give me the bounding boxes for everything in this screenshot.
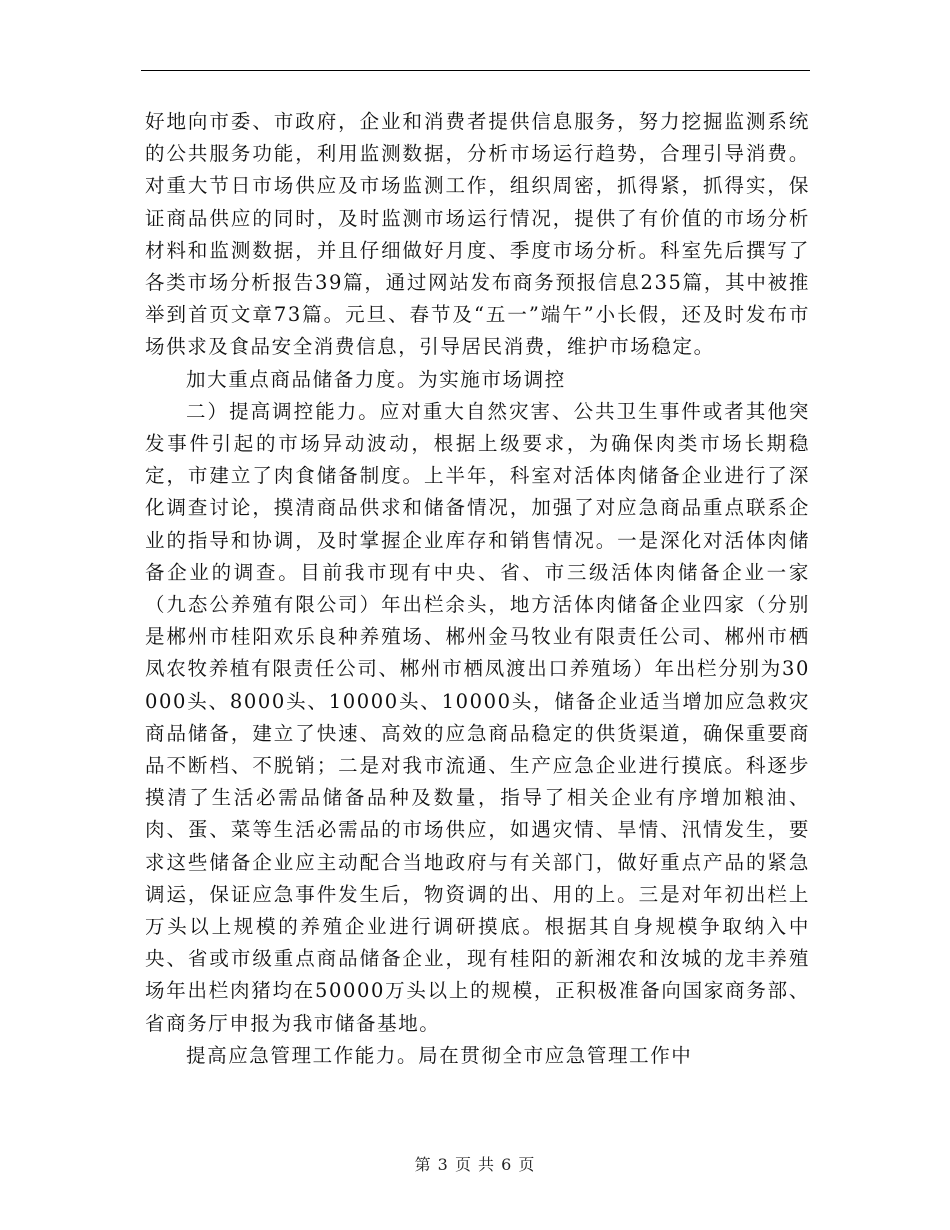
document-body [145, 106, 810, 1072]
paragraph-4: 提高应急管理工作能力。局在贯彻全市应急管理工作中 [186, 1043, 693, 1067]
paragraph-1: 好地向市委、市政府，企业和消费者提供信息服务，努力挖掘监测系统的公共服务功能，利用监测数据，分析市场运行趋势，合理引导消费。对重大节日市场供应及市场监测工作，组织周密，抓得紧，抓得实，保证商品供应的同时，及时监测市场运行情况，提供了有价值的市场分析材料和监测数据，并且仔细做好月度、季度市场分析。科室先后撰写了各类市场分析报告39篇，通过网站发布商务预报信息235篇，其中被推举到首页文章73篇。元旦、春节及“五一”端午”小长假，还及时发布市场供求及食品安全消费信息，引导居民消费，维护市场稳定。 [145, 110, 810, 359]
page-footer: 第 3 页 共 6 页 [414, 1155, 536, 1174]
header-rule [141, 70, 810, 71]
paragraph-2: 加大重点商品储备力度。为实施市场调控 [186, 367, 566, 391]
paragraph-3: 二）提高调控能力。应对重大自然灾害、公共卫生事件或者其他突发事件引起的市场异动波动，根据上级要求，为确保肉类市场长期稳定，市建立了肉食储备制度。上半年，科室对活体肉储备企业进行了深化调查讨论，摸清商品供求和储备情况，加强了对应急商品重点联系企业的指导和协调，及时掌握企业库存和销售情况。一是深化对活体肉储备企业的调查。目前我市现有中央、省、市三级活体肉储备企业一家（九态公养殖有限公司）年出栏余头，地方活体肉储备企业四家（分别是郴州市桂阳欢乐良种养殖场、郴州金马牧业有限责任公司、郴州市栖凤农牧养植有限责任公司、郴州市栖凤渡出口养殖场）年出栏分别为30000头、8000头、10000头、10000头，储备企业适当增加应急救灾商品储备，建立了快速、高效的应急商品稳定的供货渠道，确保重要商品不断档、不脱销；二是对我市流通、生产应急企业进行摸底。科逐步摸清了生活必需品储备品种及数量，指导了相关企业有序增加粮油、肉、蛋、菜等生活必需品的市场供应，如遇灾情、旱情、汛情发生，要求这些储备企业应主动配合当地政府与有关部门，做好重点产品的紧急调运，保证应急事件发生后，物资调的出、用的上。三是对年初出栏上万头以上规模的养殖企业进行调研摸底。根据其自身规模争取纳入中央、省或市级重点商品储备企业，现有桂阳的新湘农和汝城的龙丰养殖场年出栏肉猪均在50000万头以上的规模，正积极准备向国家商务部、省商务厅申报为我市储备基地。 [145, 399, 810, 1035]
